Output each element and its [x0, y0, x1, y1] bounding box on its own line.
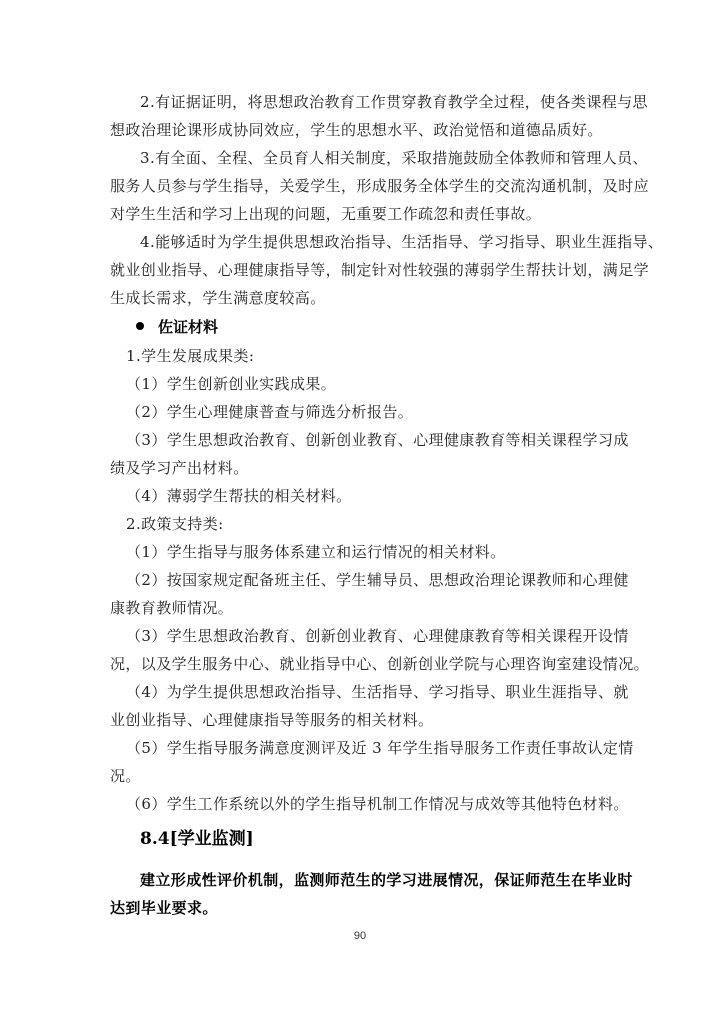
paragraph-line: （4）为学生提供思想政治指导、生活指导、学习指导、职业生涯指导、就 [126, 683, 629, 701]
paragraph-line: （5）学生指导服务满意度测评及近 3 年学生指导服务工作责任事故认定情 [126, 739, 634, 757]
paragraph-continuation-line: 况，以及学生服务中心、就业指导中心、创新创业学院与心理咨询室建设情况。 [110, 655, 650, 673]
paragraph-continuation-line: 康教育教师情况。 [110, 599, 234, 617]
section-heading: 8.4[学业监测] [140, 829, 254, 849]
paragraph-line: 3.有全面、全程、全员育人相关制度，采取措施鼓励全体教师和管理人员、 [140, 149, 648, 167]
page-number: 90 [353, 930, 367, 942]
paragraph-continuation-line: 绩及学习产出材料。 [110, 459, 249, 477]
paragraph-line: （3）学生思想政治教育、创新创业教育、心理健康教育等相关课程开设情 [126, 627, 629, 645]
paragraph-continuation-line: 就业创业指导、心理健康指导等，制定针对性较强的薄弱学生帮扶计划，满足学 [110, 261, 650, 279]
paragraph-line: （2）按国家规定配备班主任、学生辅导员、思想政治理论课教师和心理健 [126, 571, 629, 589]
paragraph-line: 1.学生发展成果类: [126, 347, 255, 365]
paragraph-continuation-line: 生成长需求，学生满意度较高。 [110, 289, 326, 307]
paragraph-line: 4.能够适时为学生提供思想政治指导、生活指导、学习指导、职业生涯指导、 [140, 233, 664, 251]
paragraph-continuation-line: 业创业指导、心理健康指导等服务的相关材料。 [110, 711, 434, 729]
paragraph-continuation-line: 服务人员参与学生指导，关爱学生，形成服务全体学生的交流沟通机制，及时应 [110, 177, 650, 195]
paragraph-line: （6）学生工作系统以外的学生指导机制工作情况与成效等其他特色材料。 [126, 795, 629, 813]
paragraph-line: （2）学生心理健康普查与筛选分析报告。 [126, 403, 414, 421]
section-statement [110, 866, 633, 922]
standards-paragraphs [110, 88, 664, 312]
paragraph-line: （3）学生思想政治教育、创新创业教育、心理健康教育等相关课程学习成 [126, 431, 629, 449]
evidence-list [110, 342, 650, 818]
paragraph-line: （1）学生指导与服务体系建立和运行情况的相关材料。 [126, 543, 506, 561]
bullet-icon [136, 322, 144, 330]
paragraph-line: 2.政策支持类: [126, 515, 224, 533]
evidence-heading-text: 佐证材料 [158, 318, 219, 336]
paragraph-line: 2.有证据证明，将思想政治教育工作贯穿教育教学全过程，使各类课程与思 [140, 93, 648, 111]
paragraph-continuation-line: 想政治理论课形成协同效应，学生的思想水平、政治觉悟和道德品质好。 [110, 121, 603, 139]
paragraph-continuation-line: 对学生生活和学习上出现的问题，无重要工作疏忽和责任事故。 [110, 205, 542, 223]
statement-line: 建立形成性评价机制，监测师范生的学习进展情况，保证师范生在毕业时 [140, 871, 633, 889]
paragraph-line: （4）薄弱学生帮扶的相关材料。 [126, 487, 352, 505]
paragraph-line: （1）学生创新创业实践成果。 [126, 375, 337, 393]
statement-line: 达到毕业要求。 [110, 899, 218, 917]
evidence-heading [110, 312, 612, 342]
document-page [110, 88, 664, 922]
paragraph-continuation-line: 况。 [110, 767, 141, 785]
